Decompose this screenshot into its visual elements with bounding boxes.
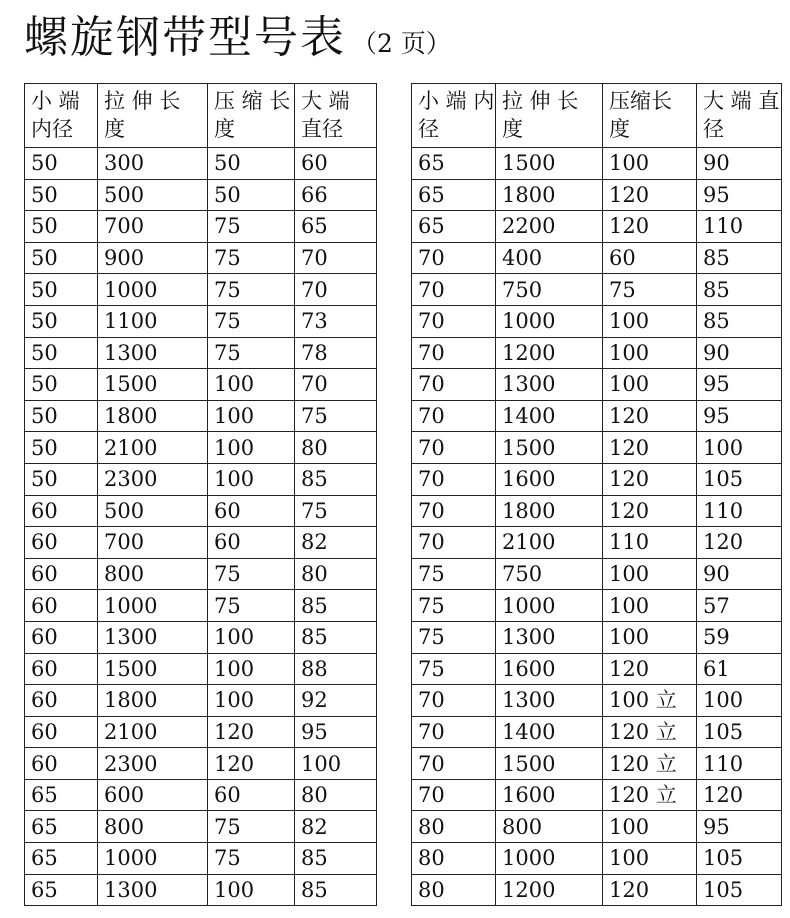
table-cell: 2100 bbox=[98, 716, 208, 748]
table-cell: 1000 bbox=[496, 843, 603, 875]
table-cell: 120 立 bbox=[603, 716, 697, 748]
table-cell: 50 bbox=[25, 305, 98, 337]
table-row bbox=[412, 274, 782, 306]
table-cell: 70 bbox=[295, 369, 377, 401]
table-cell: 100 bbox=[208, 653, 295, 685]
table-cell: 60 bbox=[208, 527, 295, 559]
table-cell: 82 bbox=[295, 527, 377, 559]
table-cell: 50 bbox=[25, 369, 98, 401]
table-cell: 75 bbox=[208, 305, 295, 337]
table-cell: 100 bbox=[603, 811, 697, 843]
table-cell: 85 bbox=[697, 274, 782, 306]
table-cell: 70 bbox=[412, 495, 496, 527]
table-cell: 100 bbox=[697, 685, 782, 717]
table-cell: 61 bbox=[697, 653, 782, 685]
table-cell: 59 bbox=[697, 621, 782, 653]
table-cell: 85 bbox=[295, 590, 377, 622]
table-cell: 1500 bbox=[496, 148, 603, 180]
table-cell: 50 bbox=[208, 179, 295, 211]
table-cell: 70 bbox=[412, 305, 496, 337]
column-header: 拉 伸 长 度 bbox=[496, 84, 603, 148]
table-cell: 95 bbox=[697, 400, 782, 432]
table-cell: 60 bbox=[603, 242, 697, 274]
table-cell: 800 bbox=[98, 811, 208, 843]
table-cell: 70 bbox=[412, 748, 496, 780]
table-cell: 75 bbox=[603, 274, 697, 306]
table-cell: 60 bbox=[208, 495, 295, 527]
table-row bbox=[25, 211, 377, 243]
table-cell: 110 bbox=[603, 527, 697, 559]
column-header: 压缩长 度 bbox=[603, 84, 697, 148]
table-cell: 400 bbox=[496, 242, 603, 274]
table-cell: 65 bbox=[25, 874, 98, 906]
column-header: 大 端 直径 bbox=[295, 84, 377, 148]
table-cell: 75 bbox=[412, 590, 496, 622]
table-cell: 120 bbox=[603, 179, 697, 211]
table-cell: 85 bbox=[295, 843, 377, 875]
table-cell: 1500 bbox=[496, 748, 603, 780]
table-cell: 120 立 bbox=[603, 779, 697, 811]
table-cell: 90 bbox=[697, 148, 782, 180]
table-cell: 73 bbox=[295, 305, 377, 337]
table-cell: 70 bbox=[412, 337, 496, 369]
table-cell: 70 bbox=[412, 400, 496, 432]
column-header: 拉 伸 长 度 bbox=[98, 84, 208, 148]
table-cell: 120 bbox=[603, 463, 697, 495]
table-cell: 1000 bbox=[98, 274, 208, 306]
table-cell: 700 bbox=[98, 527, 208, 559]
table-cell: 100 bbox=[208, 369, 295, 401]
column-header: 大 端 直径 bbox=[697, 84, 782, 148]
table-cell: 100 bbox=[208, 463, 295, 495]
table-cell: 65 bbox=[25, 811, 98, 843]
table-cell: 60 bbox=[25, 621, 98, 653]
table-cell: 50 bbox=[25, 432, 98, 464]
table-cell: 85 bbox=[697, 305, 782, 337]
table-row bbox=[412, 527, 782, 559]
table-row bbox=[412, 369, 782, 401]
table-cell: 65 bbox=[412, 148, 496, 180]
table-header-row bbox=[25, 84, 377, 148]
table-row bbox=[412, 874, 782, 906]
table-cell: 95 bbox=[295, 716, 377, 748]
table-cell: 90 bbox=[697, 558, 782, 590]
table-row bbox=[412, 748, 782, 780]
table-cell: 1500 bbox=[98, 369, 208, 401]
table-cell: 120 bbox=[697, 527, 782, 559]
table-cell: 50 bbox=[208, 148, 295, 180]
table-cell: 70 bbox=[412, 274, 496, 306]
table-cell: 65 bbox=[25, 843, 98, 875]
table-cell: 100 bbox=[603, 558, 697, 590]
table-cell: 85 bbox=[295, 874, 377, 906]
table-cell: 50 bbox=[25, 148, 98, 180]
table-row bbox=[412, 779, 782, 811]
table-cell: 75 bbox=[208, 211, 295, 243]
table-cell: 120 bbox=[603, 653, 697, 685]
table-cell: 1600 bbox=[496, 653, 603, 685]
table-row bbox=[25, 874, 377, 906]
table-cell: 82 bbox=[295, 811, 377, 843]
table-row bbox=[412, 811, 782, 843]
table-cell: 100 bbox=[208, 874, 295, 906]
table-cell: 70 bbox=[412, 369, 496, 401]
table-cell: 120 bbox=[603, 432, 697, 464]
table-header-row bbox=[412, 84, 782, 148]
table-cell: 900 bbox=[98, 242, 208, 274]
table-cell: 85 bbox=[295, 621, 377, 653]
table-cell: 100 bbox=[603, 337, 697, 369]
title-page-count: （2 页） bbox=[352, 29, 451, 58]
table-cell: 100 立 bbox=[603, 685, 697, 717]
table-row bbox=[25, 685, 377, 717]
table-cell: 60 bbox=[25, 590, 98, 622]
table-cell: 75 bbox=[208, 242, 295, 274]
table-cell: 1000 bbox=[98, 590, 208, 622]
table-cell: 75 bbox=[412, 558, 496, 590]
table-row bbox=[25, 558, 377, 590]
table-cell: 500 bbox=[98, 179, 208, 211]
table-row bbox=[25, 495, 377, 527]
table-cell: 1500 bbox=[98, 653, 208, 685]
table-cell: 2100 bbox=[496, 527, 603, 559]
table-row bbox=[25, 779, 377, 811]
table-cell: 75 bbox=[412, 621, 496, 653]
table-row bbox=[412, 148, 782, 180]
table-cell: 1300 bbox=[496, 621, 603, 653]
table-cell: 1800 bbox=[496, 179, 603, 211]
table-cell: 1200 bbox=[496, 337, 603, 369]
table-cell: 120 bbox=[697, 779, 782, 811]
title-main: 螺旋钢带型号表 bbox=[24, 12, 346, 63]
table-cell: 95 bbox=[697, 369, 782, 401]
table-cell: 100 bbox=[208, 621, 295, 653]
table-cell: 85 bbox=[697, 242, 782, 274]
table-cell: 80 bbox=[295, 432, 377, 464]
table-row bbox=[25, 148, 377, 180]
table-cell: 1000 bbox=[98, 843, 208, 875]
table-cell: 100 bbox=[603, 148, 697, 180]
table-cell: 2200 bbox=[496, 211, 603, 243]
table-cell: 80 bbox=[295, 779, 377, 811]
table-row bbox=[25, 527, 377, 559]
table-row bbox=[412, 685, 782, 717]
table-row bbox=[412, 558, 782, 590]
table-cell: 100 bbox=[208, 685, 295, 717]
table-cell: 60 bbox=[25, 495, 98, 527]
table-cell: 500 bbox=[98, 495, 208, 527]
table-cell: 50 bbox=[25, 242, 98, 274]
table-cell: 100 bbox=[295, 748, 377, 780]
table-cell: 1000 bbox=[496, 305, 603, 337]
table-row bbox=[412, 463, 782, 495]
table-cell: 2300 bbox=[98, 748, 208, 780]
table-cell: 105 bbox=[697, 843, 782, 875]
table-row bbox=[25, 242, 377, 274]
table-cell: 750 bbox=[496, 274, 603, 306]
table-cell: 120 bbox=[208, 716, 295, 748]
table-cell: 60 bbox=[25, 527, 98, 559]
table-cell: 1300 bbox=[496, 685, 603, 717]
table-cell: 100 bbox=[208, 400, 295, 432]
table-row bbox=[25, 621, 377, 653]
table-cell: 85 bbox=[295, 463, 377, 495]
table-cell: 1100 bbox=[98, 305, 208, 337]
table-cell: 120 立 bbox=[603, 748, 697, 780]
table-cell: 80 bbox=[412, 874, 496, 906]
table-cell: 1300 bbox=[496, 369, 603, 401]
table-row bbox=[412, 716, 782, 748]
table-cell: 90 bbox=[697, 337, 782, 369]
table-cell: 1600 bbox=[496, 779, 603, 811]
table-cell: 100 bbox=[603, 843, 697, 875]
table-row bbox=[25, 843, 377, 875]
table-cell: 1400 bbox=[496, 400, 603, 432]
table-cell: 105 bbox=[697, 874, 782, 906]
table-body bbox=[412, 84, 782, 906]
table-cell: 50 bbox=[25, 274, 98, 306]
table-cell: 120 bbox=[603, 495, 697, 527]
table-cell: 100 bbox=[697, 432, 782, 464]
table-cell: 110 bbox=[697, 211, 782, 243]
table-cell: 75 bbox=[295, 400, 377, 432]
table-cell: 70 bbox=[412, 685, 496, 717]
table-cell: 75 bbox=[208, 811, 295, 843]
table-cell: 70 bbox=[412, 779, 496, 811]
table-cell: 100 bbox=[603, 305, 697, 337]
spec-table-right bbox=[411, 83, 782, 906]
table-cell: 2100 bbox=[98, 432, 208, 464]
table-cell: 1300 bbox=[98, 337, 208, 369]
table-cell: 70 bbox=[295, 274, 377, 306]
table-cell: 1400 bbox=[496, 716, 603, 748]
table-row bbox=[412, 590, 782, 622]
table-row bbox=[412, 179, 782, 211]
table-cell: 50 bbox=[25, 337, 98, 369]
table-row bbox=[25, 463, 377, 495]
column-header: 小 端 内径 bbox=[412, 84, 496, 148]
table-cell: 60 bbox=[25, 653, 98, 685]
table-row bbox=[412, 653, 782, 685]
table-cell: 800 bbox=[98, 558, 208, 590]
column-header: 小 端 内径 bbox=[25, 84, 98, 148]
table-row bbox=[25, 590, 377, 622]
table-cell: 50 bbox=[25, 400, 98, 432]
table-cell: 1800 bbox=[496, 495, 603, 527]
table-row bbox=[412, 305, 782, 337]
table-cell: 100 bbox=[603, 590, 697, 622]
table-cell: 65 bbox=[412, 211, 496, 243]
table-cell: 75 bbox=[208, 843, 295, 875]
table-row bbox=[25, 179, 377, 211]
table-cell: 600 bbox=[98, 779, 208, 811]
table-cell: 65 bbox=[412, 179, 496, 211]
table-cell: 1300 bbox=[98, 874, 208, 906]
table-cell: 2300 bbox=[98, 463, 208, 495]
table-cell: 105 bbox=[697, 463, 782, 495]
table-cell: 120 bbox=[603, 211, 697, 243]
table-cell: 300 bbox=[98, 148, 208, 180]
table-cell: 120 bbox=[208, 748, 295, 780]
table-row bbox=[25, 337, 377, 369]
table-cell: 75 bbox=[208, 558, 295, 590]
table-cell: 70 bbox=[412, 527, 496, 559]
table-cell: 78 bbox=[295, 337, 377, 369]
table-cell: 1300 bbox=[98, 621, 208, 653]
table-row bbox=[25, 811, 377, 843]
table-cell: 1800 bbox=[98, 685, 208, 717]
table-cell: 50 bbox=[25, 463, 98, 495]
table-row bbox=[412, 337, 782, 369]
table-cell: 70 bbox=[295, 242, 377, 274]
table-cell: 100 bbox=[603, 369, 697, 401]
table-cell: 110 bbox=[697, 748, 782, 780]
table-cell: 1800 bbox=[98, 400, 208, 432]
table-row bbox=[25, 748, 377, 780]
table-cell: 60 bbox=[25, 558, 98, 590]
table-cell: 75 bbox=[208, 274, 295, 306]
table-cell: 750 bbox=[496, 558, 603, 590]
table-cell: 1200 bbox=[496, 874, 603, 906]
table-cell: 80 bbox=[412, 811, 496, 843]
table-cell: 1600 bbox=[496, 463, 603, 495]
table-cell: 65 bbox=[295, 211, 377, 243]
table-row bbox=[412, 242, 782, 274]
table-cell: 75 bbox=[412, 653, 496, 685]
table-cell: 70 bbox=[412, 463, 496, 495]
table-row bbox=[412, 495, 782, 527]
table-cell: 95 bbox=[697, 179, 782, 211]
table-cell: 75 bbox=[295, 495, 377, 527]
table-row bbox=[25, 305, 377, 337]
table-cell: 60 bbox=[295, 148, 377, 180]
table-cell: 60 bbox=[25, 748, 98, 780]
table-cell: 1500 bbox=[496, 432, 603, 464]
table-cell: 66 bbox=[295, 179, 377, 211]
table-cell: 80 bbox=[295, 558, 377, 590]
table-cell: 60 bbox=[25, 685, 98, 717]
table-cell: 70 bbox=[412, 432, 496, 464]
table-row bbox=[412, 432, 782, 464]
table-cell: 50 bbox=[25, 179, 98, 211]
table-row bbox=[25, 369, 377, 401]
table-cell: 100 bbox=[603, 621, 697, 653]
table-cell: 105 bbox=[697, 716, 782, 748]
table-cell: 700 bbox=[98, 211, 208, 243]
table-row bbox=[412, 211, 782, 243]
table-cell: 120 bbox=[603, 874, 697, 906]
table-cell: 92 bbox=[295, 685, 377, 717]
page-title bbox=[24, 8, 451, 68]
table-row bbox=[25, 274, 377, 306]
table-cell: 70 bbox=[412, 242, 496, 274]
table-cell: 50 bbox=[25, 211, 98, 243]
table-cell: 120 bbox=[603, 400, 697, 432]
table-cell: 95 bbox=[697, 811, 782, 843]
column-header: 压 缩 长度 bbox=[208, 84, 295, 148]
table-row bbox=[412, 400, 782, 432]
table-row bbox=[25, 716, 377, 748]
table-cell: 80 bbox=[412, 843, 496, 875]
table-cell: 65 bbox=[25, 779, 98, 811]
table-cell: 1000 bbox=[496, 590, 603, 622]
table-body bbox=[25, 84, 377, 906]
table-row bbox=[25, 400, 377, 432]
table-cell: 70 bbox=[412, 716, 496, 748]
spec-table-left bbox=[24, 83, 377, 906]
table-cell: 75 bbox=[208, 337, 295, 369]
table-row bbox=[412, 621, 782, 653]
table-cell: 60 bbox=[25, 716, 98, 748]
table-row bbox=[25, 432, 377, 464]
table-cell: 100 bbox=[208, 432, 295, 464]
table-cell: 60 bbox=[208, 779, 295, 811]
table-row bbox=[25, 653, 377, 685]
table-cell: 110 bbox=[697, 495, 782, 527]
table-cell: 800 bbox=[496, 811, 603, 843]
table-cell: 88 bbox=[295, 653, 377, 685]
table-row bbox=[412, 843, 782, 875]
table-cell: 57 bbox=[697, 590, 782, 622]
table-cell: 75 bbox=[208, 590, 295, 622]
